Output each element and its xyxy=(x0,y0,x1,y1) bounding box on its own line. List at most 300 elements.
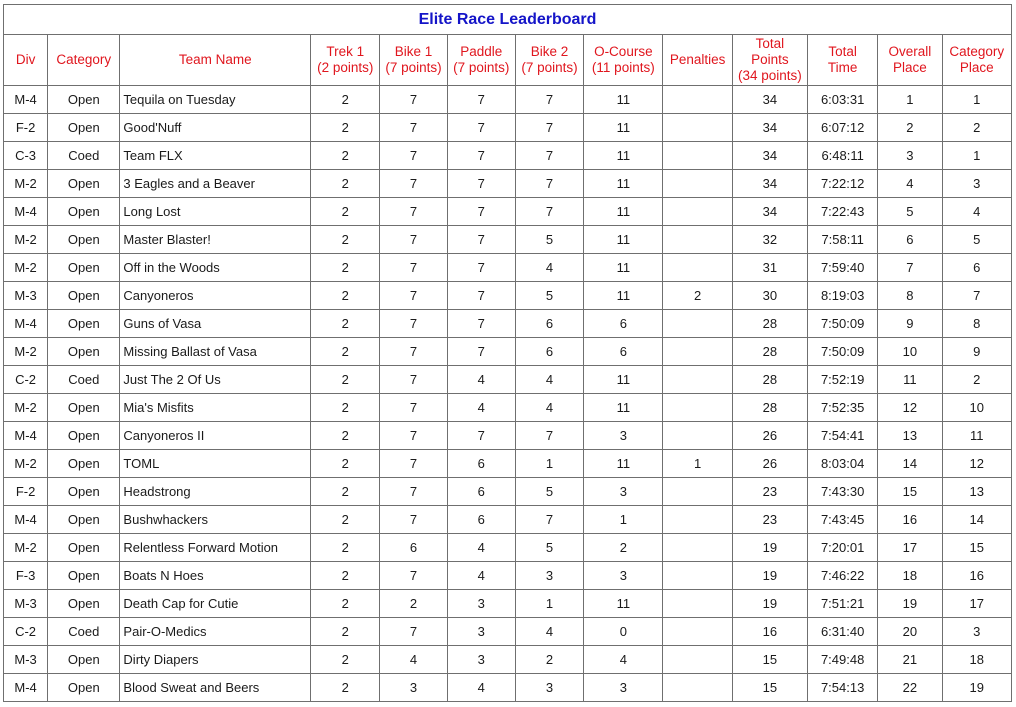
cell-category: Open xyxy=(48,674,120,702)
cell-bike-1: 3 xyxy=(380,674,447,702)
cell-total-time: 6:07:12 xyxy=(808,114,878,142)
cell-o-course: 6 xyxy=(584,338,663,366)
column-header-line: (2 points) xyxy=(317,60,374,75)
cell-overall-place: 8 xyxy=(878,282,942,310)
cell-total-time: 7:54:13 xyxy=(808,674,878,702)
cell-o-course: 3 xyxy=(584,562,663,590)
cell-trek-1: 2 xyxy=(311,310,380,338)
table-row xyxy=(4,170,1012,198)
cell-total-points: 30 xyxy=(732,282,807,310)
cell-trek-1: 2 xyxy=(311,534,380,562)
cell-bike-2: 4 xyxy=(515,618,583,646)
cell-category-place: 16 xyxy=(942,562,1011,590)
cell-category-place: 1 xyxy=(942,86,1011,114)
cell-team-name: Long Lost xyxy=(120,198,311,226)
table-row xyxy=(4,394,1012,422)
cell-o-course: 11 xyxy=(584,394,663,422)
cell-o-course: 6 xyxy=(584,310,663,338)
cell-bike-2: 7 xyxy=(515,198,583,226)
cell-team-name: Canyoneros II xyxy=(120,422,311,450)
cell-bike-2: 3 xyxy=(515,674,583,702)
cell-trek-1: 2 xyxy=(311,114,380,142)
cell-div: M-4 xyxy=(4,198,48,226)
column-header-line: (34 points) xyxy=(737,68,802,83)
cell-total-points: 34 xyxy=(732,114,807,142)
cell-overall-place: 15 xyxy=(878,478,942,506)
cell-bike-2: 4 xyxy=(515,254,583,282)
table-row xyxy=(4,366,1012,394)
cell-category-place: 17 xyxy=(942,590,1011,618)
cell-bike-1: 7 xyxy=(380,618,447,646)
cell-penalties xyxy=(663,310,732,338)
cell-category-place: 11 xyxy=(942,422,1011,450)
page-title: Elite Race Leaderboard xyxy=(4,5,1012,35)
cell-total-time: 8:03:04 xyxy=(808,450,878,478)
column-header-line: (7 points) xyxy=(521,60,578,75)
cell-category-place: 19 xyxy=(942,674,1011,702)
table-row xyxy=(4,338,1012,366)
cell-penalties xyxy=(663,506,732,534)
column-header-line: (7 points) xyxy=(453,60,510,75)
cell-penalties xyxy=(663,86,732,114)
cell-total-points: 31 xyxy=(732,254,807,282)
table-row xyxy=(4,646,1012,674)
cell-bike-2: 3 xyxy=(515,562,583,590)
column-header-category-place xyxy=(942,35,1011,86)
cell-bike-1: 7 xyxy=(380,338,447,366)
cell-team-name: Master Blaster! xyxy=(120,226,311,254)
cell-team-name: Team FLX xyxy=(120,142,311,170)
cell-category-place: 10 xyxy=(942,394,1011,422)
cell-team-name: Guns of Vasa xyxy=(120,310,311,338)
cell-category: Open xyxy=(48,394,120,422)
cell-total-time: 7:52:19 xyxy=(808,366,878,394)
cell-total-time: 7:59:40 xyxy=(808,254,878,282)
cell-category-place: 2 xyxy=(942,114,1011,142)
cell-bike-1: 7 xyxy=(380,170,447,198)
cell-bike-1: 7 xyxy=(380,394,447,422)
column-header-category xyxy=(48,35,120,86)
cell-team-name: Mia's Misfits xyxy=(120,394,311,422)
cell-overall-place: 11 xyxy=(878,366,942,394)
cell-trek-1: 2 xyxy=(311,590,380,618)
cell-trek-1: 2 xyxy=(311,226,380,254)
cell-bike-1: 7 xyxy=(380,478,447,506)
cell-bike-1: 7 xyxy=(380,310,447,338)
table-row xyxy=(4,562,1012,590)
cell-trek-1: 2 xyxy=(311,366,380,394)
table-row xyxy=(4,226,1012,254)
cell-total-time: 7:20:01 xyxy=(808,534,878,562)
column-header-line: Div xyxy=(15,52,36,67)
cell-total-time: 6:03:31 xyxy=(808,86,878,114)
cell-category: Open xyxy=(48,310,120,338)
cell-team-name: Headstrong xyxy=(120,478,311,506)
cell-total-points: 23 xyxy=(732,478,807,506)
cell-category: Open xyxy=(48,114,120,142)
column-header-overall-place xyxy=(878,35,942,86)
cell-category-place: 12 xyxy=(942,450,1011,478)
cell-penalties: 2 xyxy=(663,282,732,310)
cell-trek-1: 2 xyxy=(311,422,380,450)
cell-bike-2: 4 xyxy=(515,394,583,422)
table-row xyxy=(4,534,1012,562)
cell-overall-place: 2 xyxy=(878,114,942,142)
cell-team-name: Boats N Hoes xyxy=(120,562,311,590)
cell-o-course: 11 xyxy=(584,86,663,114)
cell-category-place: 6 xyxy=(942,254,1011,282)
cell-bike-2: 7 xyxy=(515,114,583,142)
cell-paddle: 4 xyxy=(447,534,515,562)
cell-penalties: 1 xyxy=(663,450,732,478)
column-header-line: Overall xyxy=(888,44,932,59)
cell-o-course: 11 xyxy=(584,226,663,254)
header-row xyxy=(4,35,1012,86)
cell-total-time: 7:50:09 xyxy=(808,310,878,338)
cell-o-course: 11 xyxy=(584,590,663,618)
cell-penalties xyxy=(663,198,732,226)
column-header-line: (7 points) xyxy=(385,60,442,75)
cell-team-name: Missing Ballast of Vasa xyxy=(120,338,311,366)
cell-o-course: 1 xyxy=(584,506,663,534)
cell-team-name: Canyoneros xyxy=(120,282,311,310)
cell-trek-1: 2 xyxy=(311,450,380,478)
cell-div: F-2 xyxy=(4,114,48,142)
column-header-div xyxy=(4,35,48,86)
cell-paddle: 7 xyxy=(447,226,515,254)
cell-category-place: 14 xyxy=(942,506,1011,534)
cell-paddle: 4 xyxy=(447,674,515,702)
column-header-paddle xyxy=(447,35,515,86)
cell-paddle: 7 xyxy=(447,198,515,226)
cell-category: Open xyxy=(48,506,120,534)
cell-paddle: 3 xyxy=(447,590,515,618)
cell-penalties xyxy=(663,254,732,282)
cell-bike-2: 2 xyxy=(515,646,583,674)
cell-total-points: 28 xyxy=(732,366,807,394)
cell-overall-place: 9 xyxy=(878,310,942,338)
table-row xyxy=(4,310,1012,338)
cell-bike-2: 4 xyxy=(515,366,583,394)
cell-bike-2: 7 xyxy=(515,86,583,114)
cell-overall-place: 13 xyxy=(878,422,942,450)
cell-bike-2: 6 xyxy=(515,310,583,338)
cell-bike-2: 7 xyxy=(515,422,583,450)
cell-penalties xyxy=(663,394,732,422)
cell-total-time: 8:19:03 xyxy=(808,282,878,310)
cell-bike-1: 7 xyxy=(380,506,447,534)
cell-overall-place: 7 xyxy=(878,254,942,282)
cell-category-place: 4 xyxy=(942,198,1011,226)
cell-trek-1: 2 xyxy=(311,86,380,114)
cell-overall-place: 12 xyxy=(878,394,942,422)
cell-category: Open xyxy=(48,254,120,282)
cell-paddle: 4 xyxy=(447,394,515,422)
cell-team-name: TOML xyxy=(120,450,311,478)
column-header-trek-1 xyxy=(311,35,380,86)
column-header-bike-1 xyxy=(380,35,447,86)
column-header-line: Team Name xyxy=(178,52,252,67)
cell-div: M-4 xyxy=(4,86,48,114)
cell-trek-1: 2 xyxy=(311,674,380,702)
cell-category: Open xyxy=(48,534,120,562)
cell-overall-place: 18 xyxy=(878,562,942,590)
cell-total-points: 28 xyxy=(732,394,807,422)
column-header-line: Place xyxy=(959,60,994,75)
cell-div: C-2 xyxy=(4,366,48,394)
cell-team-name: Off in the Woods xyxy=(120,254,311,282)
cell-penalties xyxy=(663,170,732,198)
cell-overall-place: 17 xyxy=(878,534,942,562)
cell-category-place: 5 xyxy=(942,226,1011,254)
leaderboard-table xyxy=(3,4,1012,702)
column-header-line: Category xyxy=(949,44,1005,59)
cell-overall-place: 5 xyxy=(878,198,942,226)
cell-total-time: 7:52:35 xyxy=(808,394,878,422)
cell-bike-2: 7 xyxy=(515,142,583,170)
cell-total-time: 7:49:48 xyxy=(808,646,878,674)
table-row xyxy=(4,590,1012,618)
table-row xyxy=(4,618,1012,646)
cell-bike-1: 6 xyxy=(380,534,447,562)
column-header-line: O-Course xyxy=(594,44,653,59)
column-header-line: Time xyxy=(827,60,858,75)
column-header-team-name xyxy=(120,35,311,86)
column-header-line: Penalties xyxy=(669,52,726,67)
cell-overall-place: 16 xyxy=(878,506,942,534)
cell-category-place: 13 xyxy=(942,478,1011,506)
cell-category: Open xyxy=(48,422,120,450)
cell-trek-1: 2 xyxy=(311,618,380,646)
cell-bike-2: 7 xyxy=(515,170,583,198)
column-header-line: Points xyxy=(751,52,789,67)
cell-overall-place: 22 xyxy=(878,674,942,702)
cell-div: M-3 xyxy=(4,646,48,674)
cell-category: Open xyxy=(48,170,120,198)
cell-trek-1: 2 xyxy=(311,254,380,282)
cell-total-time: 7:22:12 xyxy=(808,170,878,198)
cell-trek-1: 2 xyxy=(311,338,380,366)
cell-total-time: 7:22:43 xyxy=(808,198,878,226)
cell-bike-2: 7 xyxy=(515,506,583,534)
cell-total-time: 7:43:45 xyxy=(808,506,878,534)
cell-div: M-2 xyxy=(4,170,48,198)
cell-paddle: 6 xyxy=(447,506,515,534)
cell-penalties xyxy=(663,562,732,590)
cell-total-points: 19 xyxy=(732,534,807,562)
cell-o-course: 3 xyxy=(584,478,663,506)
cell-bike-1: 7 xyxy=(380,282,447,310)
cell-total-time: 7:46:22 xyxy=(808,562,878,590)
cell-penalties xyxy=(663,226,732,254)
cell-o-course: 0 xyxy=(584,618,663,646)
cell-div: M-2 xyxy=(4,394,48,422)
cell-bike-1: 7 xyxy=(380,366,447,394)
cell-category-place: 18 xyxy=(942,646,1011,674)
cell-team-name: Relentless Forward Motion xyxy=(120,534,311,562)
cell-div: M-4 xyxy=(4,674,48,702)
cell-trek-1: 2 xyxy=(311,646,380,674)
cell-team-name: Death Cap for Cutie xyxy=(120,590,311,618)
cell-category-place: 8 xyxy=(942,310,1011,338)
cell-category: Coed xyxy=(48,142,120,170)
table-row xyxy=(4,282,1012,310)
cell-trek-1: 2 xyxy=(311,562,380,590)
cell-o-course: 3 xyxy=(584,674,663,702)
cell-total-points: 32 xyxy=(732,226,807,254)
cell-category: Coed xyxy=(48,366,120,394)
cell-paddle: 7 xyxy=(447,338,515,366)
cell-bike-1: 4 xyxy=(380,646,447,674)
cell-paddle: 4 xyxy=(447,562,515,590)
cell-o-course: 11 xyxy=(584,254,663,282)
cell-penalties xyxy=(663,114,732,142)
cell-bike-2: 5 xyxy=(515,534,583,562)
cell-bike-2: 1 xyxy=(515,450,583,478)
table-row xyxy=(4,114,1012,142)
cell-penalties xyxy=(663,590,732,618)
cell-paddle: 7 xyxy=(447,114,515,142)
cell-bike-1: 7 xyxy=(380,86,447,114)
table-row xyxy=(4,506,1012,534)
cell-trek-1: 2 xyxy=(311,506,380,534)
cell-category: Open xyxy=(48,86,120,114)
cell-div: M-4 xyxy=(4,422,48,450)
column-header-penalties xyxy=(663,35,732,86)
cell-div: F-3 xyxy=(4,562,48,590)
cell-penalties xyxy=(663,618,732,646)
cell-div: M-3 xyxy=(4,590,48,618)
cell-div: F-2 xyxy=(4,478,48,506)
cell-div: M-2 xyxy=(4,450,48,478)
cell-o-course: 11 xyxy=(584,142,663,170)
column-header-line: Place xyxy=(893,60,927,75)
cell-penalties xyxy=(663,142,732,170)
cell-overall-place: 1 xyxy=(878,86,942,114)
cell-team-name: Bushwhackers xyxy=(120,506,311,534)
cell-paddle: 3 xyxy=(447,618,515,646)
cell-overall-place: 6 xyxy=(878,226,942,254)
cell-overall-place: 10 xyxy=(878,338,942,366)
cell-paddle: 7 xyxy=(447,254,515,282)
cell-o-course: 4 xyxy=(584,646,663,674)
cell-overall-place: 20 xyxy=(878,618,942,646)
table-row xyxy=(4,142,1012,170)
cell-overall-place: 14 xyxy=(878,450,942,478)
cell-total-points: 34 xyxy=(732,170,807,198)
cell-div: M-4 xyxy=(4,506,48,534)
cell-category: Open xyxy=(48,646,120,674)
cell-overall-place: 21 xyxy=(878,646,942,674)
cell-total-points: 28 xyxy=(732,310,807,338)
cell-paddle: 6 xyxy=(447,478,515,506)
cell-div: C-3 xyxy=(4,142,48,170)
cell-trek-1: 2 xyxy=(311,198,380,226)
cell-o-course: 11 xyxy=(584,198,663,226)
cell-paddle: 7 xyxy=(447,86,515,114)
cell-trek-1: 2 xyxy=(311,170,380,198)
cell-o-course: 11 xyxy=(584,170,663,198)
cell-team-name: Just The 2 Of Us xyxy=(120,366,311,394)
column-header-o-course xyxy=(584,35,663,86)
cell-team-name: Good'Nuff xyxy=(120,114,311,142)
column-header-line: Trek 1 xyxy=(326,44,365,59)
table-row xyxy=(4,422,1012,450)
cell-bike-1: 7 xyxy=(380,562,447,590)
cell-paddle: 3 xyxy=(447,646,515,674)
cell-overall-place: 3 xyxy=(878,142,942,170)
cell-o-course: 11 xyxy=(584,450,663,478)
table-body xyxy=(4,86,1012,702)
cell-trek-1: 2 xyxy=(311,478,380,506)
cell-bike-2: 5 xyxy=(515,282,583,310)
cell-category-place: 7 xyxy=(942,282,1011,310)
cell-div: M-2 xyxy=(4,254,48,282)
cell-total-time: 7:43:30 xyxy=(808,478,878,506)
table-row xyxy=(4,478,1012,506)
cell-penalties xyxy=(663,366,732,394)
cell-div: C-2 xyxy=(4,618,48,646)
cell-category: Open xyxy=(48,450,120,478)
cell-overall-place: 19 xyxy=(878,590,942,618)
cell-team-name: Pair-O-Medics xyxy=(120,618,311,646)
table-row xyxy=(4,254,1012,282)
cell-category: Open xyxy=(48,562,120,590)
cell-total-points: 23 xyxy=(732,506,807,534)
cell-bike-1: 7 xyxy=(380,142,447,170)
cell-category: Coed xyxy=(48,618,120,646)
column-header-line: Bike 2 xyxy=(530,44,569,59)
cell-category: Open xyxy=(48,478,120,506)
cell-category: Open xyxy=(48,338,120,366)
cell-div: M-2 xyxy=(4,338,48,366)
cell-total-points: 34 xyxy=(732,142,807,170)
cell-paddle: 7 xyxy=(447,142,515,170)
cell-total-points: 26 xyxy=(732,422,807,450)
cell-category-place: 15 xyxy=(942,534,1011,562)
column-header-line: Paddle xyxy=(460,44,503,59)
cell-total-time: 7:51:21 xyxy=(808,590,878,618)
cell-paddle: 7 xyxy=(447,310,515,338)
cell-o-course: 11 xyxy=(584,366,663,394)
cell-bike-1: 7 xyxy=(380,114,447,142)
cell-category-place: 3 xyxy=(942,170,1011,198)
column-header-total-time xyxy=(808,35,878,86)
cell-total-points: 34 xyxy=(732,198,807,226)
cell-o-course: 2 xyxy=(584,534,663,562)
cell-bike-2: 1 xyxy=(515,590,583,618)
cell-team-name: Blood Sweat and Beers xyxy=(120,674,311,702)
cell-team-name: Dirty Diapers xyxy=(120,646,311,674)
cell-bike-2: 5 xyxy=(515,226,583,254)
cell-bike-1: 7 xyxy=(380,450,447,478)
cell-bike-2: 6 xyxy=(515,338,583,366)
cell-bike-2: 5 xyxy=(515,478,583,506)
cell-team-name: 3 Eagles and a Beaver xyxy=(120,170,311,198)
cell-total-points: 15 xyxy=(732,674,807,702)
column-header-bike-2 xyxy=(515,35,583,86)
cell-bike-1: 7 xyxy=(380,198,447,226)
cell-bike-1: 7 xyxy=(380,254,447,282)
cell-bike-1: 7 xyxy=(380,226,447,254)
cell-div: M-3 xyxy=(4,282,48,310)
cell-paddle: 7 xyxy=(447,170,515,198)
cell-o-course: 11 xyxy=(584,282,663,310)
cell-o-course: 3 xyxy=(584,422,663,450)
cell-paddle: 7 xyxy=(447,282,515,310)
column-header-line: Total xyxy=(828,44,857,59)
column-header-line: (11 points) xyxy=(591,60,655,75)
